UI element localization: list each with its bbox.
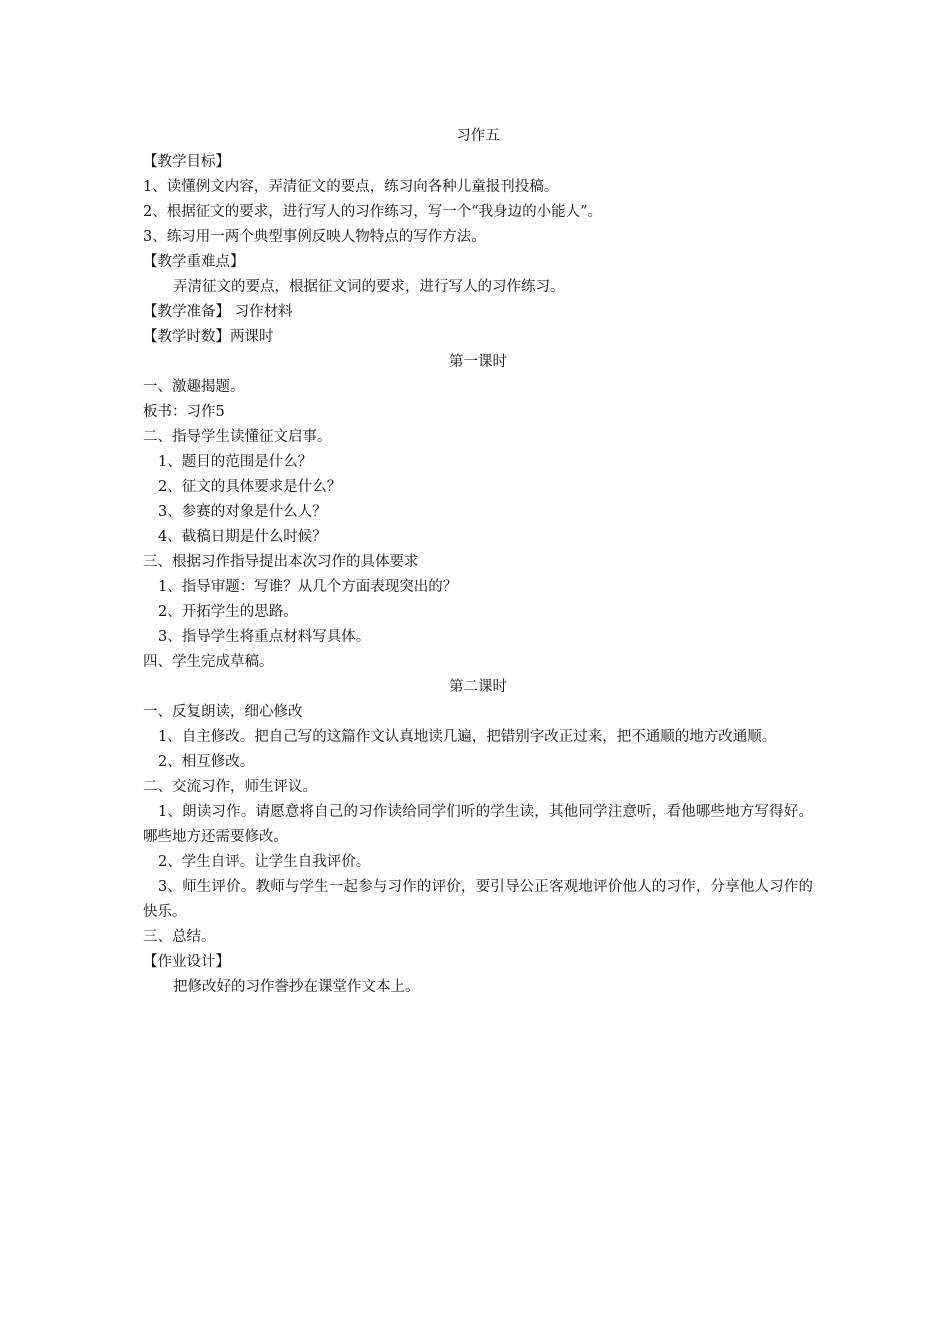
homework-text: 把修改好的习作誊抄在课堂作文本上。 — [173, 979, 420, 995]
lesson-substep: 2、学生自评。让学生自我评价。 — [158, 854, 371, 870]
lesson-substep: 3、师生评价。教师与学生一起参与习作的评价，要引导公正客观地评价他人的习作，分享他人习作的快乐。 — [143, 879, 813, 920]
section-heading-homework: 【作业设计】 — [143, 954, 230, 970]
lesson-substep: 3、参赛的对象是什么人？ — [158, 504, 327, 520]
lesson-step: 三、根据习作指导提出本次习作的具体要求 — [143, 554, 419, 570]
document-page — [143, 124, 813, 1000]
section-hours: 【教学时数】两课时 — [143, 329, 274, 345]
lesson-step: 二、交流习作，师生评议。 — [143, 779, 317, 795]
lesson-one-title: 第一课时 — [449, 354, 507, 370]
lesson-substep: 1、题目的范围是什么？ — [158, 454, 313, 470]
lesson-substep: 2、征文的具体要求是什么？ — [158, 479, 342, 495]
goal-item: 2、根据征文的要求，进行写人的习作练习，写一个“我身边的小能人”。 — [143, 204, 603, 220]
goal-item: 1、读懂例文内容，弄清征文的要点，练习向各种儿童报刊投稿。 — [143, 179, 559, 195]
lesson-substep: 1、朗读习作。请愿意将自己的习作读给同学们听的学生读，其他同学注意听，看他哪些地方写得好。哪些地方还需要修改。 — [143, 804, 813, 845]
section-heading-goals: 【教学目标】 — [143, 154, 230, 170]
lesson-step: 二、指导学生读懂征文启事。 — [143, 429, 332, 445]
document-title: 习作五 — [456, 128, 500, 144]
lesson-step: 四、学生完成草稿。 — [143, 654, 274, 670]
lesson-substep: 2、相互修改。 — [158, 754, 255, 770]
lesson-two-title: 第二课时 — [449, 679, 507, 695]
board-note: 板书：习作5 — [143, 404, 225, 420]
lesson-substep: 1、自主修改。把自己写的这篇作文认真地读几遍，把错别字改正过来，把不通顺的地方改通顺。 — [158, 729, 777, 745]
section-preparation: 【教学准备】 习作材料 — [143, 304, 293, 320]
lesson-step: 三、总结。 — [143, 929, 216, 945]
key-points-text: 弄清征文的要点，根据征文词的要求，进行写人的习作练习。 — [173, 279, 565, 295]
lesson-step: 一、反复朗读，细心修改 — [143, 704, 303, 720]
lesson-substep: 2、开拓学生的思路。 — [158, 604, 298, 620]
goal-item: 3、练习用一两个典型事例反映人物特点的写作方法。 — [143, 229, 486, 245]
lesson-step: 一、激趣揭题。 — [143, 379, 245, 395]
lesson-substep: 3、指导学生将重点材料写具体。 — [158, 629, 371, 645]
lesson-substep: 4、截稿日期是什么时候？ — [158, 529, 327, 545]
section-heading-key-points: 【教学重难点】 — [143, 254, 245, 270]
lesson-substep: 1、指导审题：写谁？从几个方面表现突出的？ — [158, 579, 458, 595]
